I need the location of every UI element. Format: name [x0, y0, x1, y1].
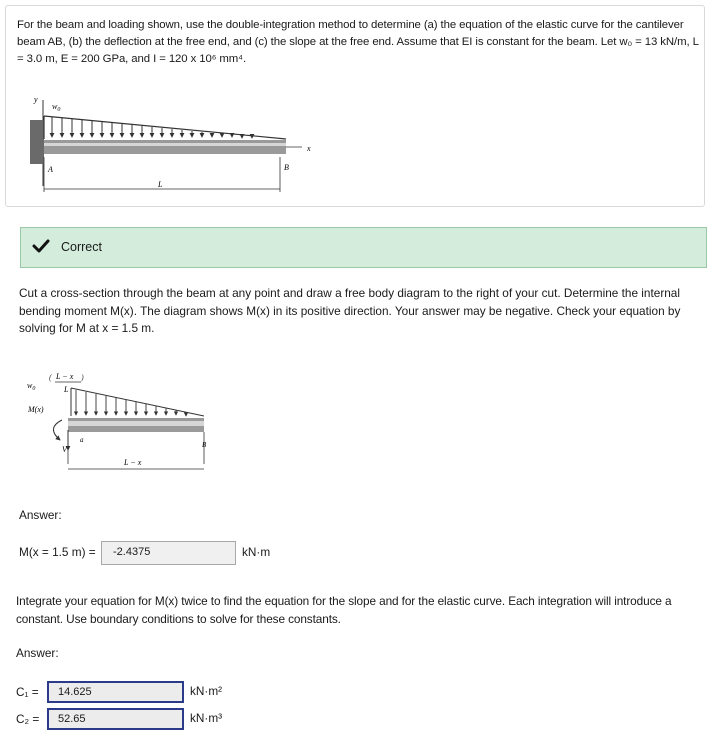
c1-answer-input[interactable]: 14.625	[47, 681, 184, 703]
load-open-paren: (	[49, 373, 52, 382]
part1-answer-label: Answer:	[19, 508, 62, 522]
shear-label: V	[62, 445, 67, 454]
length-minus-x-label: L − x	[124, 458, 142, 467]
x-axis-label: x	[307, 144, 311, 153]
load-arrows	[52, 117, 252, 138]
moment-label: M(x)	[28, 405, 44, 414]
correct-feedback-box	[20, 227, 707, 268]
problem-statement: For the beam and loading shown, use the double-integration method to determine (a) the equation of the elastic curve for the cantilever beam AB, (b) the deflection at the free end, and (c) the slope at the free end. Assume that EI is constant for the beam. Let w₀ = 13 kN/m, L = 3.0 m, E = 200 GPa, and I = 120 x 10⁶ mm⁴.	[17, 19, 699, 65]
y-axis-label: y	[34, 95, 38, 104]
checkmark-icon	[32, 237, 50, 255]
load-close-paren: )	[81, 373, 84, 382]
length-label: L	[158, 180, 163, 189]
w0-label: $w_0$	[52, 102, 61, 113]
w0-label-fbd: $w_0$	[27, 381, 36, 392]
mx-label: M(x = 1.5 m) =	[19, 545, 96, 559]
part1-prompt: Cut a cross-section through the beam at any point and draw a free body diagram to the right of your cut. Determine the internal bending moment M(x). The diagram shows M(x) in its positive direction. Your answer may be negative. Check your equation by solving for M at x = 1.5 m.	[19, 286, 681, 335]
mx-answer-input[interactable]: -2.4375	[101, 541, 236, 565]
point-a-label: A	[48, 165, 53, 174]
free-body-diagram	[24, 366, 224, 474]
section-a-label: a	[80, 436, 84, 444]
c2-unit: kN·m³	[190, 711, 223, 725]
part2-prompt: Integrate your equation for M(x) twice to find the equation for the slope and for the elastic curve. Each integration will introduce a constant. Use boundary conditions to solve for these constants.	[16, 594, 672, 626]
mx-unit: kN·m	[242, 545, 271, 559]
cantilever-beam-figure	[28, 92, 328, 198]
c2-answer-input[interactable]: 52.65	[47, 708, 184, 730]
c1-unit: kN·m²	[190, 684, 223, 698]
part2-answer-label: Answer:	[16, 646, 59, 660]
fixed-wall	[30, 120, 44, 164]
c2-label: C₂ =	[16, 712, 40, 726]
correct-label: Correct	[61, 240, 102, 254]
point-b-label: B	[284, 163, 289, 172]
point-b-label-fbd: B	[202, 441, 207, 449]
fraction-denominator: L	[64, 385, 69, 394]
c1-label: C₁ =	[16, 685, 39, 699]
fraction-numerator: L − x	[56, 372, 74, 381]
